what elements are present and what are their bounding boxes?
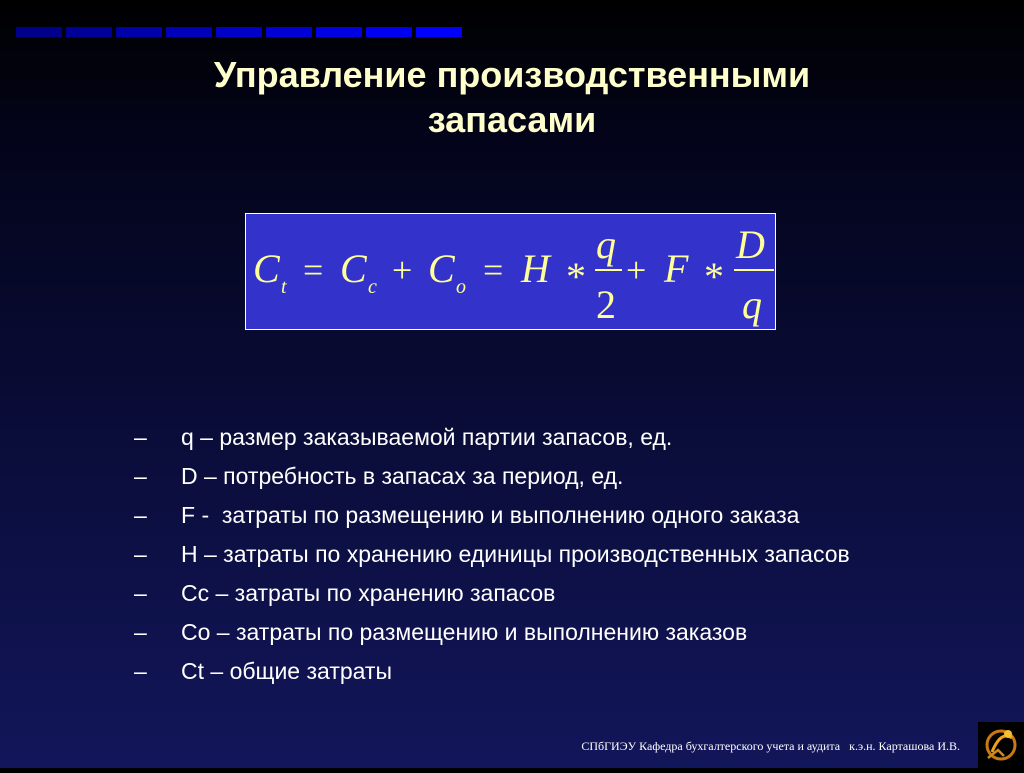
definition-text: F - затраты по размещению и выполнению одного заказа xyxy=(181,502,800,528)
formula-plus: + xyxy=(392,250,413,290)
definition-text: q – размер заказываемой партии запасов, ед. xyxy=(181,424,673,450)
definition-item xyxy=(134,541,901,568)
list-dash: – xyxy=(134,658,147,684)
definition-item xyxy=(134,463,901,490)
formula-symbol-c: C xyxy=(253,246,280,291)
definition-text: Co – затраты по размещению и выполнению заказов xyxy=(181,619,748,645)
slide-title-line-2: запасами xyxy=(427,99,597,140)
formula-symbol-c: C xyxy=(428,246,455,291)
slide-footer: СПбГИЭУ Кафедра бухгалтерского учета и аудита к.э.н. Карташова И.В. xyxy=(581,739,960,753)
total-cost-formula xyxy=(246,214,777,331)
formula-equals: = xyxy=(483,250,504,290)
list-dash: – xyxy=(134,541,147,567)
formula-equals: = xyxy=(303,250,324,290)
list-dash: – xyxy=(134,580,147,606)
formula-symbol-f: F xyxy=(664,246,689,291)
formula-subscript-t: t xyxy=(281,276,287,298)
slide-title xyxy=(0,52,1024,142)
formula-subscript-c: c xyxy=(368,276,377,298)
list-dash: – xyxy=(134,502,147,528)
formula-plus: + xyxy=(626,250,647,290)
formula-multiply: * xyxy=(566,254,586,299)
decoration-bar xyxy=(66,27,112,37)
university-logo xyxy=(978,722,1024,768)
formula-denominator-2: 2 xyxy=(596,282,616,327)
formula-subscript-o: o xyxy=(456,276,466,298)
definition-text: D – потребность в запасах за период, ед. xyxy=(181,463,624,489)
formula-symbol-c: C xyxy=(340,246,367,291)
definition-item xyxy=(134,658,901,685)
formula-numerator-d: D xyxy=(736,222,765,267)
decoration-bar xyxy=(416,27,462,37)
decoration-bar xyxy=(116,27,162,37)
slide-title-line-1: Управление производственными xyxy=(213,54,811,95)
decoration-bar xyxy=(366,27,412,37)
list-dash: – xyxy=(134,463,147,489)
decoration-bar xyxy=(16,27,62,37)
formula-box xyxy=(245,213,776,330)
top-decoration-bars xyxy=(16,27,462,37)
definition-item xyxy=(134,424,901,451)
definition-text: H – затраты по хранению единицы производственных запасов xyxy=(181,541,850,567)
definition-item xyxy=(134,619,901,646)
definition-text: Cc – затраты по хранению запасов xyxy=(181,580,556,606)
list-dash: – xyxy=(134,619,147,645)
decoration-bar xyxy=(316,27,362,37)
formula-numerator-q: q xyxy=(596,222,616,267)
formula-denominator-q: q xyxy=(742,282,762,327)
definition-item xyxy=(134,502,901,529)
decoration-bar xyxy=(166,27,212,37)
formula-multiply: * xyxy=(704,254,724,299)
definitions-list xyxy=(134,424,901,697)
decoration-bar xyxy=(216,27,262,37)
definition-item xyxy=(134,580,901,607)
definition-text: Ct – общие затраты xyxy=(181,658,392,684)
logo-emblem-icon xyxy=(978,722,1024,768)
formula-symbol-h: H xyxy=(521,246,550,291)
list-dash: – xyxy=(134,424,147,450)
decoration-bar xyxy=(266,27,312,37)
